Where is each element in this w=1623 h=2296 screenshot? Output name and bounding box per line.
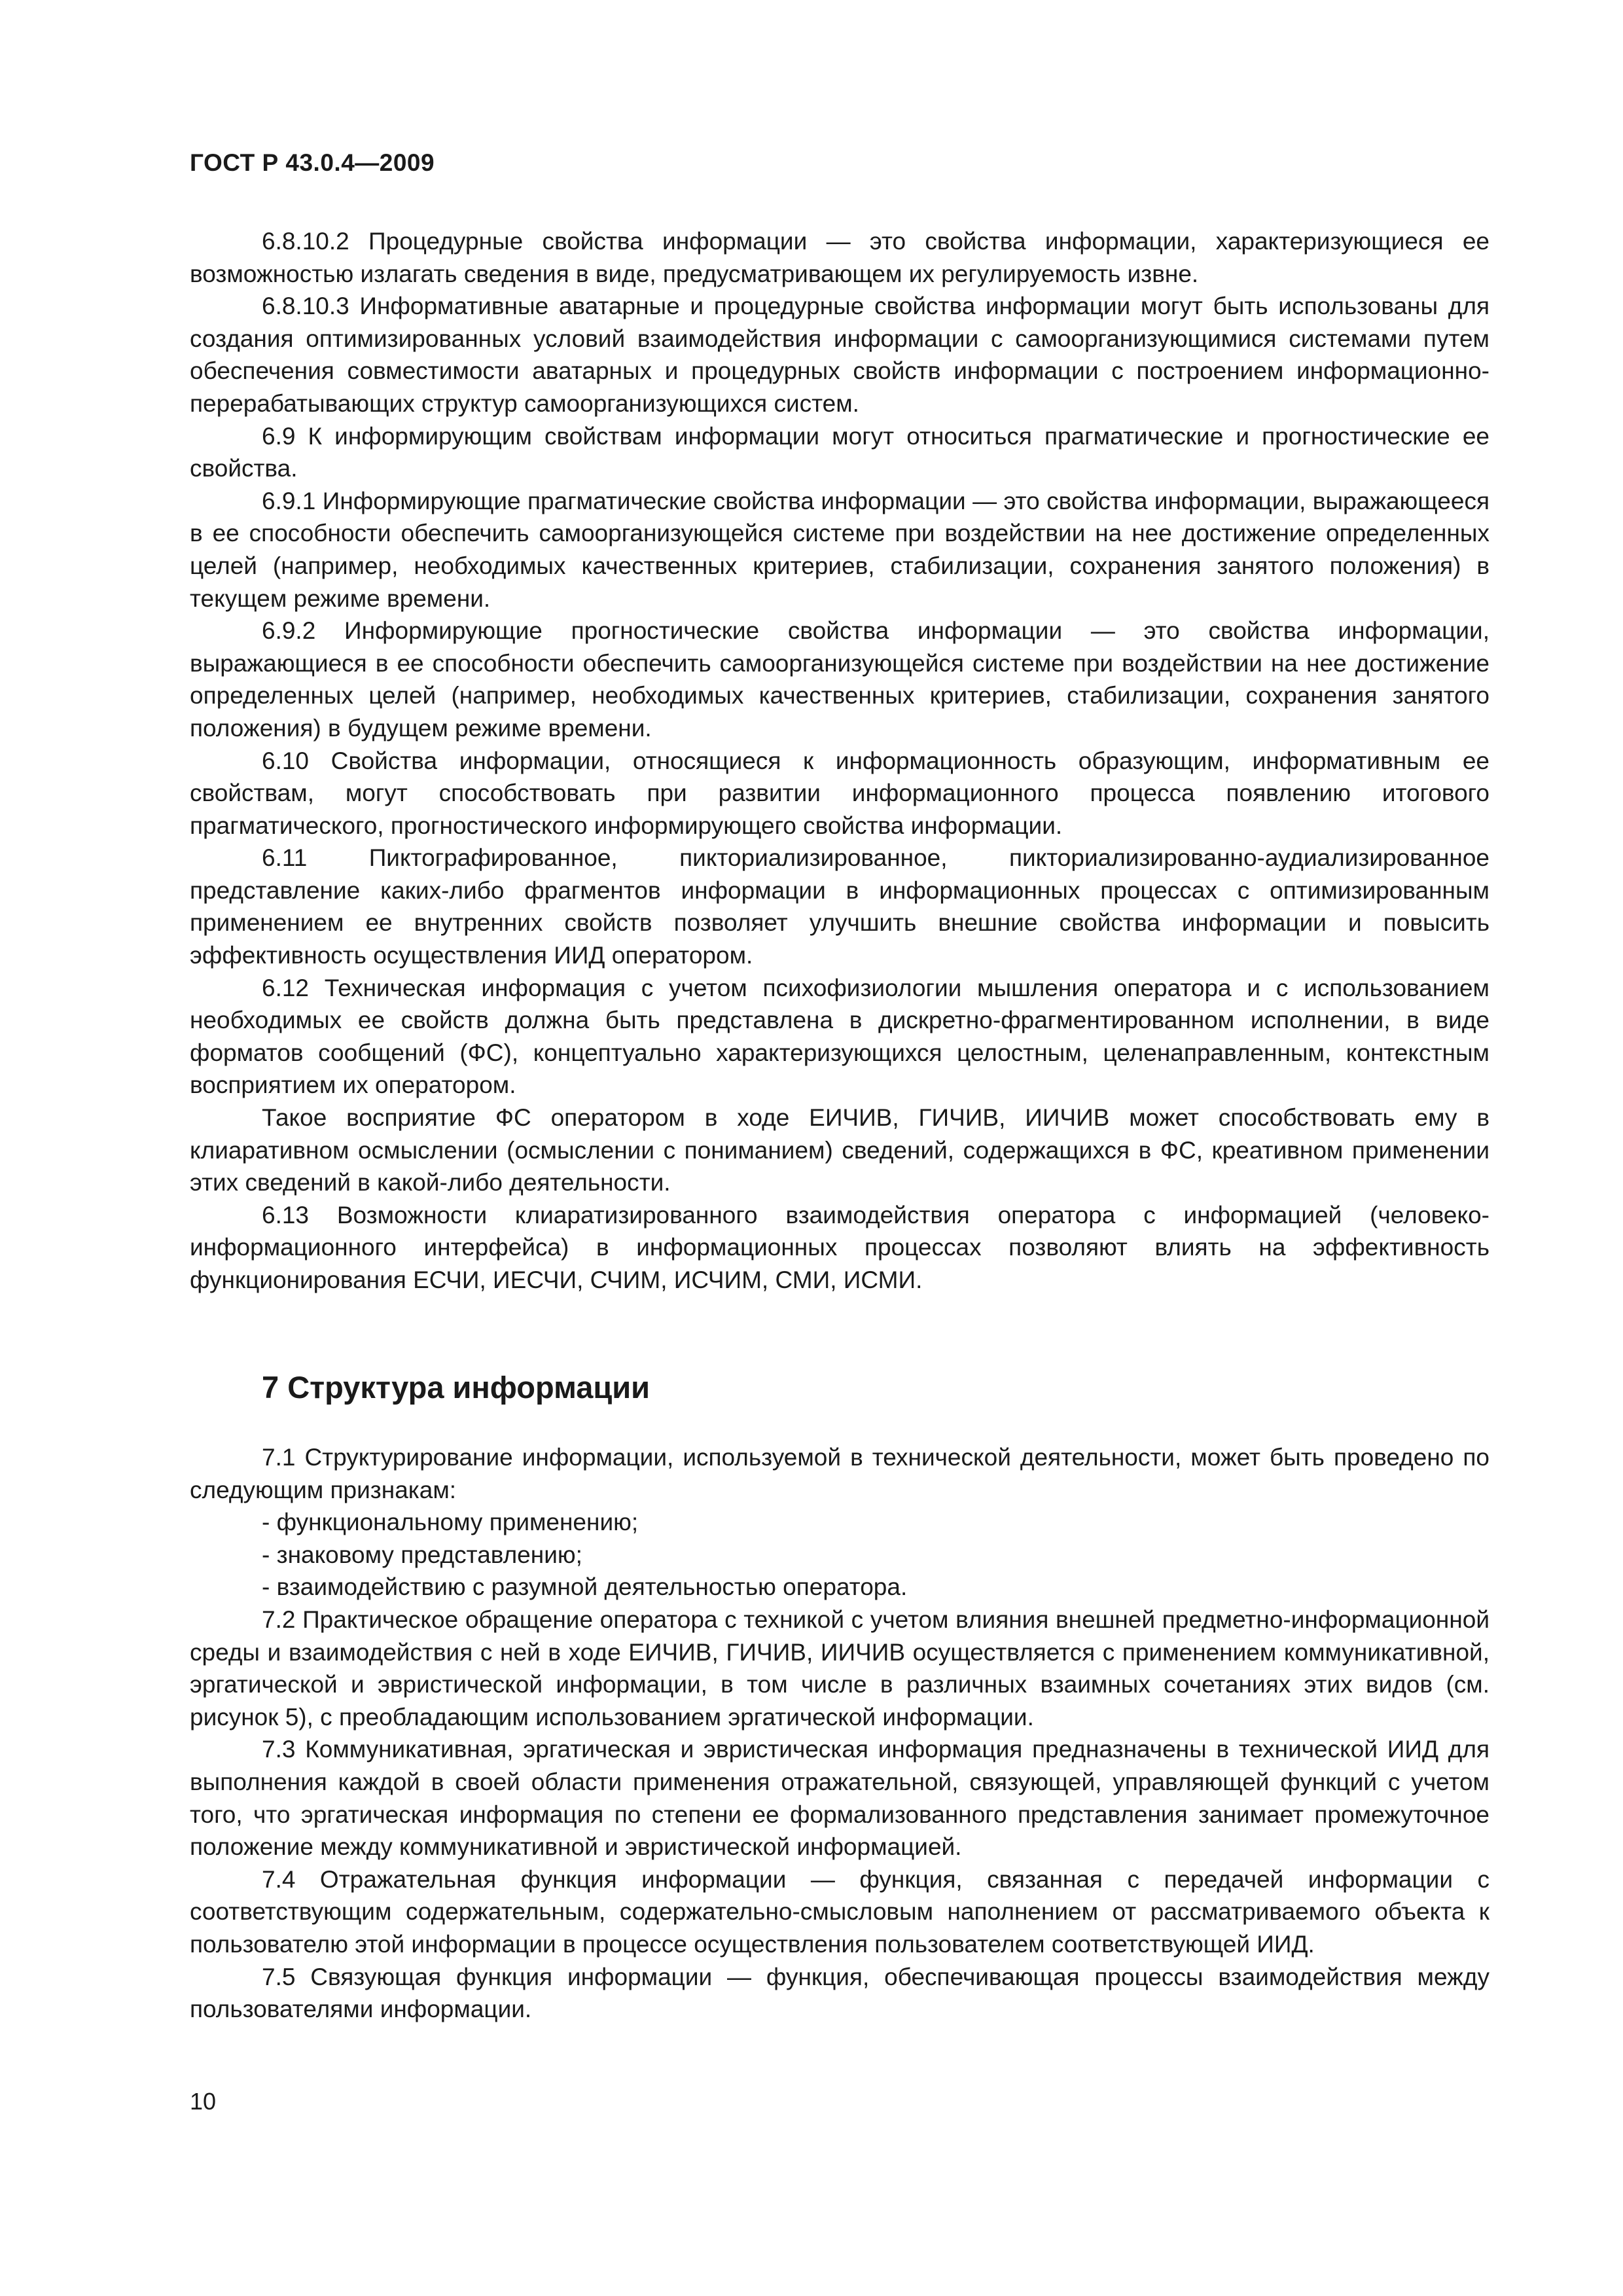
paragraph-6-8-10-2: 6.8.10.2 Процедурные свойства информации — это свойства информации, характеризующиеся ее возможностью излагать сведения в виде, предусматривающем их регулируемость извне. [190, 228, 1489, 287]
paragraph-6-13: 6.13 Возможности клиаратизированного взаимодействия оператора с информацией (человеко-информационного интерфейса) в информационных процессах позволяют влиять на эффективность функционирования ЕСЧИ, ИЕСЧИ, СЧИМ, ИСЧИМ, СМИ, ИСМИ. [190, 1201, 1489, 1293]
paragraph-7-5: 7.5 Связующая функция информации — функция, обеспечивающая процессы взаимодействия между пользователями информации. [190, 1963, 1489, 2023]
paragraph-6-11: 6.11 Пиктографированное, пикториализированное, пикториализированно-аудиализированное представление каких-либо фрагментов информации в информационных процессах с оптимизированным применением ее внутренних свойств позволяет улучшить внешние свойства информации и повысить эффективность осуществления ИИД оператором. [190, 844, 1489, 969]
paragraph-7-4: 7.4 Отражательная функция информации — функция, связанная с передачей информации с соответствующим содержательным, содержательно-смысловым наполнением от рассматриваемого объекта к пользователю этой информации в процессе осуществления пользователем соответствующей ИИД. [190, 1865, 1489, 1958]
paragraph-6-9-1: 6.9.1 Информирующие прагматические свойства информации — это свойства информации, выражающееся в ее способности обеспечить самоорганизующейся системе при воздействии на нее достижение определенных целей (например, необходимых качественных критериев, стабилизации, сохранения занятого положения) в текущем режиме времени. [190, 487, 1489, 612]
paragraph-7-2: 7.2 Практическое обращение оператора с техникой с учетом влияния внешней предметно-информационной среды и взаимодействия с ней в ходе ЕИЧИВ, ГИЧИВ, ИИЧИВ осуществляется с применением коммуникативной, эргатической и эвристической информации, в том числе в различных взаимных сочетаниях этих видов (см. рисунок 5), с преобладающим использованием эргатической информации. [190, 1605, 1489, 1731]
paragraph-7-1: 7.1 Структурирование информации, используемой в технической деятельности, может быть проведено по следующим признакам: [190, 1444, 1489, 1503]
paragraph-6-9: 6.9 К информирующим свойствам информации могут относиться прагматические и прогностические ее свойства. [190, 422, 1489, 482]
page-number: 10 [190, 2088, 217, 2115]
list-item: - знаковому представлению; [262, 1541, 582, 1568]
paragraph-6-8-10-3: 6.8.10.3 Информативные аватарные и процедурные свойства информации могут быть использованы для создания оптимизированных условий взаимодействия информации с самоорганизующимися системами путем обеспечения совместимости аватарных и процедурных свойств информации с построением информационно-перерабатывающих структур самоорганизующихся систем. [190, 293, 1489, 417]
paragraph-6-9-2: 6.9.2 Информирующие прогностические свойства информации — это свойства информации, выражающиеся в ее способности обеспечить самоорганизующейся системе при воздействии на нее достижение определенных целей (например, необходимых качественных критериев, стабилизации, сохранения занятого положения) в будущем режиме времени. [190, 617, 1489, 742]
list-item: - функциональному применению; [262, 1509, 639, 1536]
section-7-text [190, 1441, 1489, 2026]
paragraph-6-12: 6.12 Техническая информация с учетом психофизиологии мышления оператора и с использованием необходимых ее свойств должна быть представлена в дискретно-фрагментированном исполнении, в виде форматов сообщений (ФС), концептуально характеризующихся целостным, целенаправленным, контекстным восприятием их оператором. [190, 974, 1489, 1099]
section-title: 7 Структура информации [262, 1370, 651, 1405]
section-6-text [190, 225, 1489, 1297]
paragraph-6-12-continued: Такое восприятие ФС оператором в ходе ЕИЧИВ, ГИЧИВ, ИИЧИВ может способствовать ему в клиаративном осмыслении (осмыслении с пониманием) сведений, содержащихся в ФС, креативном применении этих сведений в какой-либо деятельности. [190, 1104, 1489, 1196]
document-header: ГОСТ Р 43.0.4—2009 [190, 149, 435, 176]
list-item: - взаимодействию с разумной деятельностью оператора. [262, 1573, 908, 1601]
document-page [190, 0, 1489, 2296]
paragraph-7-3: 7.3 Коммуникативная, эргатическая и эвристическая информация предназначены в технической ИИД для выполнения каждой в своей области применения отражательной, связующей, управляющей функций с учетом того, что эргатическая информация по степени ее формализованного представления занимает промежуточное положение между коммуникативной и эвристической информацией. [190, 1736, 1489, 1861]
paragraph-6-10: 6.10 Свойства информации, относящиеся к информационность образующим, информативным ее свойствам, могут способствовать при развитии информационного процесса появлению итогового прагматического, прогностического информирующего свойства информации. [190, 747, 1489, 839]
